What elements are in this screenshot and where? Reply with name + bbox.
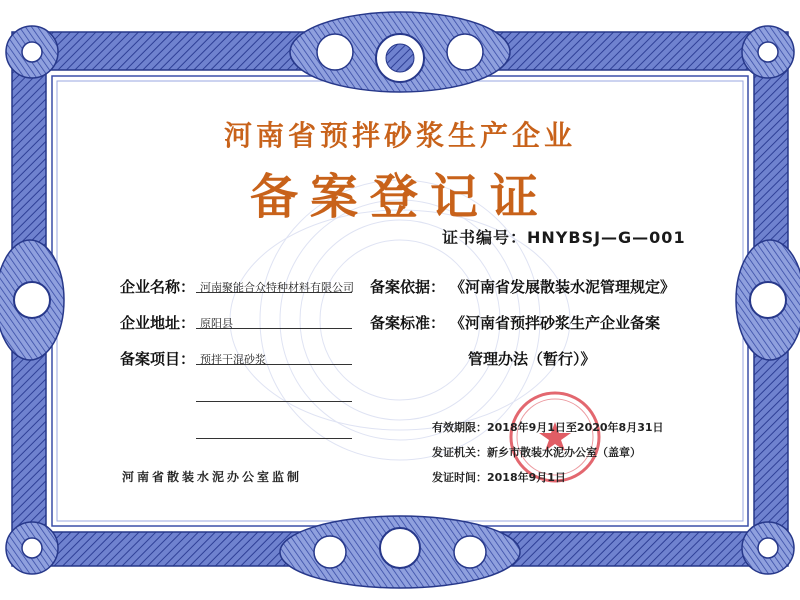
standard-value-line2: 管理办法（暂行）》 <box>468 350 596 368</box>
certificate-title: 河南省预拌砂浆生产企业 <box>223 119 576 152</box>
standard-value-line1: 《河南省预拌砂浆生产企业备案 <box>450 314 661 332</box>
address-value: 原阳县 <box>200 317 233 330</box>
company-name-label: 企业名称： <box>120 278 196 296</box>
left-medallion <box>0 240 64 360</box>
right-medallion <box>736 240 800 360</box>
top-medallion <box>290 12 510 92</box>
issuing-authority: 发证机关：新乡市散装水泥办公室（盖章） <box>432 446 641 459</box>
address-underline <box>196 328 352 329</box>
address-label: 企业地址： <box>120 314 196 332</box>
standard-label: 备案标准： <box>370 314 446 332</box>
basis-label: 备案依据： <box>370 278 446 296</box>
project-label: 备案项目： <box>120 350 196 368</box>
certificate-heading: 备案登记证 <box>249 169 550 225</box>
blank-underline-1 <box>196 401 352 402</box>
certificate-number: 证书编号：HNYBSJ—G—001 <box>442 228 686 247</box>
supervisor-footer: 河南省散装水泥办公室监制 <box>122 470 303 484</box>
issue-date: 发证时间：2018年9月1日 <box>432 471 566 484</box>
company-name-underline <box>196 292 352 293</box>
project-underline <box>196 364 352 365</box>
blank-underline-2 <box>196 438 352 439</box>
validity-period: 有效期限：2018年9月1日至2020年8月31日 <box>432 421 664 434</box>
project-value: 预拌干混砂浆 <box>200 353 266 366</box>
company-name-value: 河南聚能合众特种材料有限公司 <box>200 281 354 294</box>
bottom-medallion <box>280 516 520 588</box>
basis-value: 《河南省发展散装水泥管理规定》 <box>450 278 676 296</box>
